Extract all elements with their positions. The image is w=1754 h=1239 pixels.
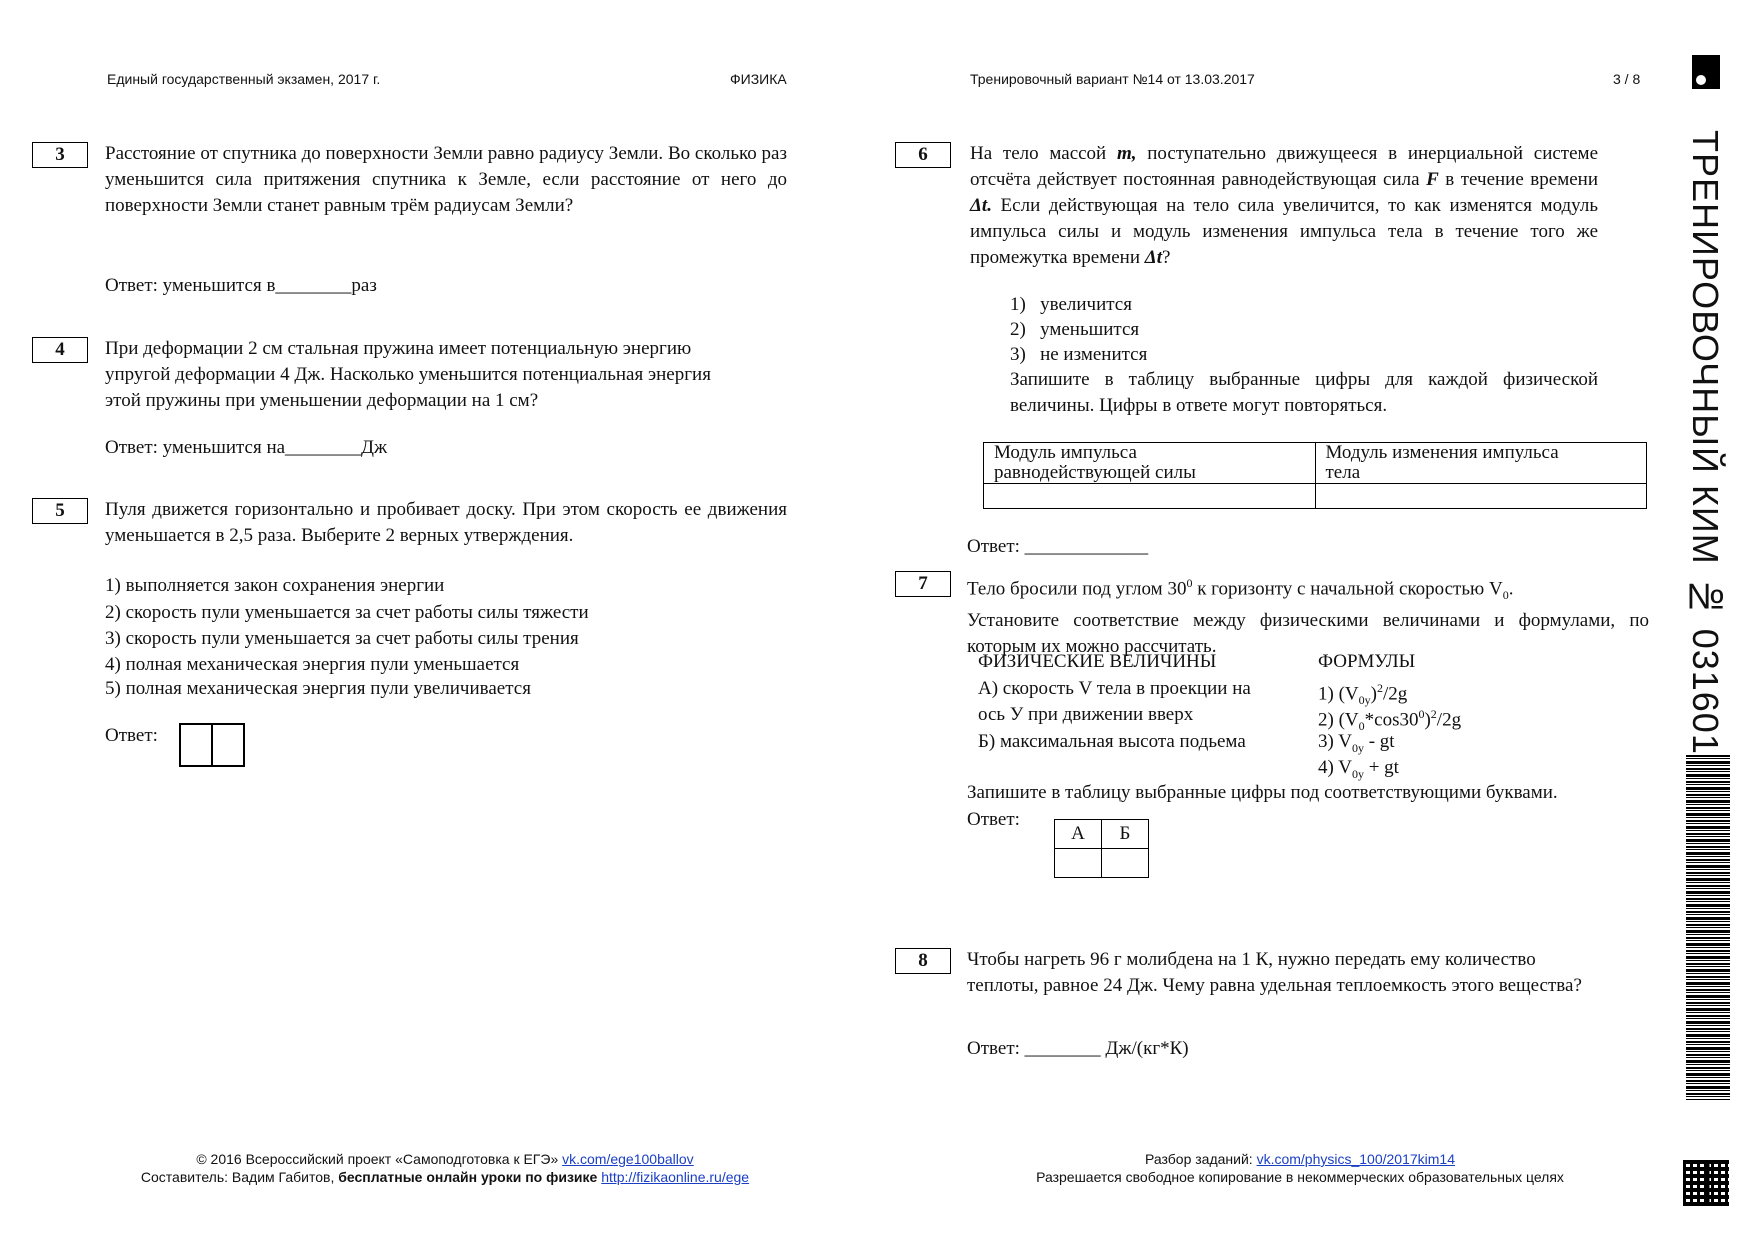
question-7-answer-label: Ответ:: [967, 809, 1020, 830]
answer-prefix: Ответ:: [967, 1038, 1020, 1059]
question-6-answer-table: [983, 442, 1647, 509]
text-part: к горизонту с начальной скоростью V: [1192, 578, 1503, 600]
header-line: равнодействующей силы: [994, 462, 1196, 483]
footer-left-line2: [60, 1168, 830, 1186]
question-7-text2: Установите соответствие между физическими величинами и формулами, по которым их можно рассчитать.: [967, 610, 1649, 658]
answer-blank[interactable]: _____________: [1024, 536, 1149, 557]
question-number-6: 6: [895, 142, 951, 168]
question-7-line1: [967, 570, 1649, 608]
option-item: 4) полная механическая энергия пули уменьшается: [105, 654, 520, 675]
exam-title: Единый государственный экзамен, 2017 г.: [107, 71, 381, 87]
footer-bold-text: бесплатные онлайн уроки по физике: [338, 1169, 598, 1185]
quantity-a-line1: А) скорость V тела в проекции на: [978, 678, 1251, 699]
table-header-cell: [1315, 443, 1647, 484]
option-item: [1010, 342, 1147, 367]
answer-box-1[interactable]: [179, 723, 213, 767]
formula-part: /2g: [1382, 683, 1408, 705]
table-answer-cell[interactable]: [1315, 484, 1647, 509]
option-number: 1): [1010, 294, 1026, 315]
column-header-left: ФИЗИЧЕСКИЕ ВЕЛИЧИНЫ: [978, 651, 1217, 672]
page-number: 3 / 8: [1613, 71, 1641, 87]
formula-part: + gt: [1363, 757, 1399, 778]
subscript: 0: [1502, 588, 1509, 603]
question-4-line: этой пружины при уменьшении деформации на 1 см?: [105, 390, 539, 411]
formula-part: ): [1424, 709, 1431, 731]
header-line: тела: [1325, 462, 1361, 483]
question-3-answer: [105, 273, 377, 299]
answer-blank[interactable]: ________: [285, 437, 362, 458]
text-part: Тело бросили под углом 30: [967, 578, 1187, 600]
table-header-cell: [984, 443, 1316, 484]
variant-title: Тренировочный вариант №14 от 13.03.2017: [970, 71, 1255, 87]
footer-link-vk[interactable]: vk.com/ege100ballov: [562, 1151, 694, 1167]
footer-left: [60, 1150, 830, 1186]
question-number-4: 4: [32, 337, 88, 363]
question-6-answer: [967, 534, 1148, 560]
superscript: 0: [1186, 576, 1193, 590]
footer-text: Составитель: Вадим Габитов,: [140, 1169, 339, 1185]
table-header-cell: А: [1055, 820, 1102, 849]
answer-unit: Дж: [361, 437, 388, 458]
footer-link-kim14[interactable]: vk.com/physics_100/2017kim14: [1256, 1151, 1455, 1167]
question-number-5: 5: [32, 498, 88, 524]
quantity-a-line2: ось У при движении вверх: [978, 704, 1194, 725]
option-item: 1) выполняется закон сохранения энергии: [105, 575, 445, 596]
vertical-kim-title: ТРЕНИРОВОЧНЫЙ КИМ № 031601: [1685, 130, 1726, 755]
question-4-answer: [105, 435, 387, 461]
formula-sub: 0: [1358, 719, 1365, 734]
footer-left-line1: [60, 1150, 830, 1168]
formula-part: *cos30: [1364, 709, 1419, 731]
formula-sub: 0y: [1351, 766, 1364, 781]
option-number: 3): [1010, 344, 1026, 365]
text-part: На тело массой: [970, 143, 1117, 164]
formula-part: /2g: [1436, 709, 1462, 731]
mass-symbol: m,: [1116, 143, 1137, 164]
question-8-line: Чтобы нагреть 96 г молибдена на 1 К, нужно передать ему количество: [967, 949, 1536, 970]
option-number: 2): [1010, 319, 1026, 340]
text-part: поступательно движущееся в инерциальной системе отсчёта действует постоянная равнодействующая сила: [970, 143, 1599, 190]
table-header-cell: Б: [1102, 820, 1149, 849]
table-answer-cell[interactable]: [1102, 849, 1149, 878]
option-item: [1010, 292, 1132, 317]
question-number-7: 7: [895, 571, 951, 597]
formula-part: 2) (V: [1318, 709, 1359, 731]
force-symbol: F: [1426, 169, 1439, 190]
footer-right-line1: [960, 1150, 1640, 1168]
question-5-answer-label: Ответ:: [105, 725, 158, 746]
question-5-text: Пуля движется горизонтально и пробивает доску. При этом скорость ее движения уменьшается в 2,5 раза. Выберите 2 верных утверждения.: [105, 499, 787, 546]
text-part: в течение времени: [1438, 169, 1598, 190]
formula-part: 1) (V: [1318, 683, 1359, 705]
answer-blank[interactable]: ________: [1024, 1038, 1101, 1059]
formula-sup: 2: [1376, 681, 1383, 695]
qr-code-icon: [1683, 1160, 1729, 1206]
formula-part: 3) V: [1318, 731, 1352, 752]
option-text: не изменится: [1040, 344, 1148, 365]
formula-sup: 0: [1418, 707, 1425, 721]
text-part: Если действующая на тело сила увеличится, то как изменятся модуль импульса силы и модуль изменения импульса тела в течение того же промежутка времени: [970, 195, 1598, 268]
question-8-line: теплоты, равное 24 Дж. Чему равна удельная теплоемкость этого вещества?: [967, 975, 1582, 996]
answer-unit: раз: [351, 275, 377, 296]
header-line: Модуль импульса: [994, 442, 1137, 463]
option-item: [1010, 317, 1139, 342]
subject-title: ФИЗИКА: [730, 71, 787, 87]
delta-t-symbol: Δt: [1144, 247, 1162, 268]
formula-sup: 2: [1430, 707, 1437, 721]
text-part: ?: [1161, 247, 1171, 268]
question-4-text: [105, 336, 795, 414]
question-8-text: [967, 947, 1657, 999]
question-number-8: 8: [895, 948, 951, 974]
formula-part: - gt: [1363, 731, 1395, 752]
formula-sub: 0y: [1351, 740, 1364, 755]
answer-prefix: Ответ: уменьшится в: [105, 275, 276, 296]
option-text: уменьшится: [1040, 319, 1140, 340]
question-4-line: упругой деформации 4 Дж. Насколько уменьшится потенциальная энергия: [105, 364, 711, 385]
barcode-icon: [1686, 755, 1730, 1100]
formula-sub: 0y: [1358, 693, 1371, 708]
footer-link-fizikaonline[interactable]: http://fizikaonline.ru/ege: [601, 1169, 750, 1185]
footer-right-line2: Разрешается свободное копирование в некоммерческих образовательных целях: [1036, 1169, 1564, 1185]
formula-part: 4) V: [1318, 757, 1352, 778]
footer-text: © 2016 Всероссийский проект «Самоподготовка к ЕГЭ»: [196, 1151, 563, 1167]
question-8-answer: [967, 1036, 1189, 1062]
answer-box-2[interactable]: [211, 723, 245, 767]
table-answer-cell[interactable]: [984, 484, 1316, 509]
option-item: 5) полная механическая энергия пули увеличивается: [105, 678, 531, 699]
corner-mark-icon: [1692, 55, 1720, 89]
question-5-answer-boxes: [179, 723, 245, 767]
quantity-b: Б) максимальная высота подьема: [978, 731, 1246, 752]
table-answer-cell[interactable]: [1055, 849, 1102, 878]
column-header-right: ФОРМУЛЫ: [1318, 651, 1416, 672]
answer-unit: Дж/(кг*К): [1105, 1038, 1189, 1059]
question-6-text: [970, 141, 1598, 271]
answer-blank[interactable]: ________: [275, 275, 352, 296]
question-7-answer-table: [1054, 819, 1149, 878]
delta-t-symbol: Δt.: [970, 195, 992, 216]
option-item: 2) скорость пули уменьшается за счет работы силы тяжести: [105, 602, 589, 623]
footer-right: [960, 1150, 1640, 1186]
question-7-instruction: Запишите в таблицу выбранные цифры под соответствующими буквами.: [967, 782, 1558, 803]
question-6-instruction: Запишите в таблицу выбранные цифры для каждой физической величины. Цифры в ответе могут повторяться.: [1010, 369, 1598, 416]
question-7-text: [967, 570, 1649, 660]
footer-text: Разбор заданий:: [1145, 1151, 1257, 1167]
text-part: .: [1508, 578, 1514, 600]
formula-part: ): [1370, 683, 1377, 705]
question-3-text: Расстояние от спутника до поверхности Земли равно радиусу Земли. Во сколько раз уменьшится сила притяжения спутника к Земле, если расстояние от него до поверхности Земли станет равным трём радиусам Земли?: [105, 143, 787, 216]
question-4-line: При деформации 2 см стальная пружина имеет потенциальную энергию: [105, 338, 692, 359]
answer-prefix: Ответ: уменьшится на: [105, 437, 286, 458]
question-number-3: 3: [32, 142, 88, 168]
option-item: 3) скорость пули уменьшается за счет работы силы трения: [105, 628, 579, 649]
answer-label: Ответ:: [967, 536, 1020, 557]
option-text: увеличится: [1040, 294, 1132, 315]
header-line: Модуль изменения импульса: [1325, 442, 1559, 463]
